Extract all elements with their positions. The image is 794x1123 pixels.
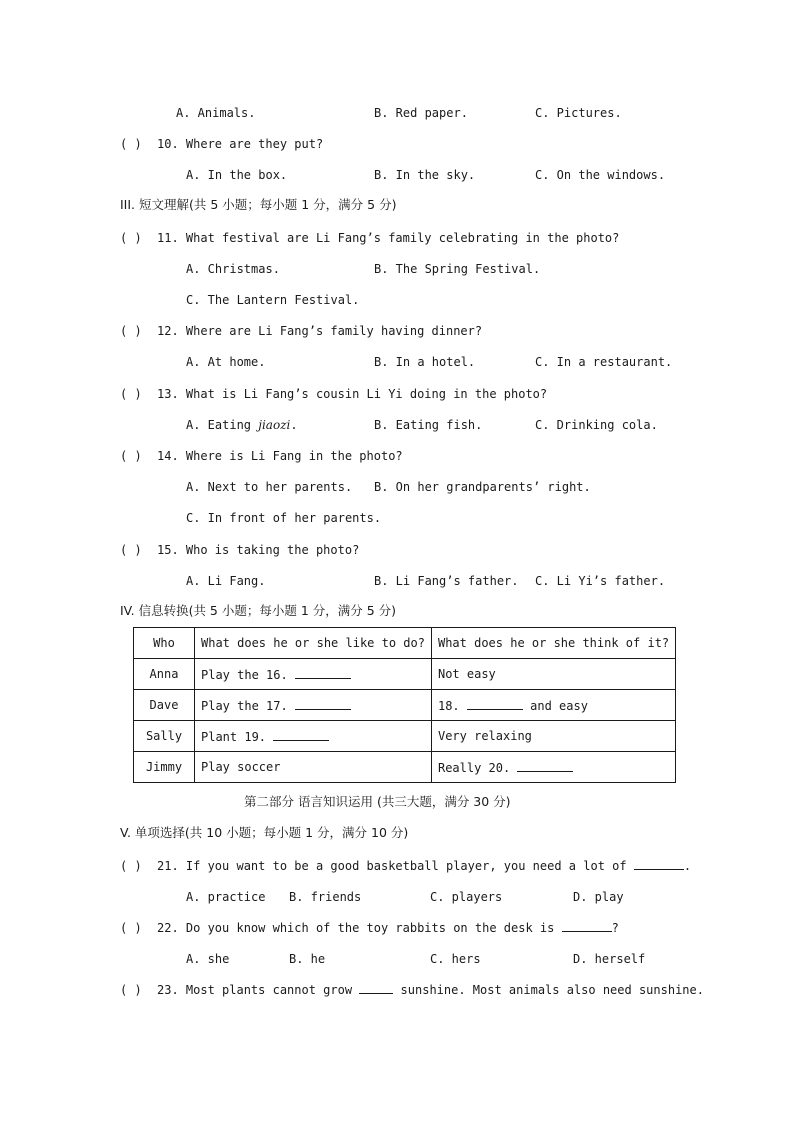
q21-option-a: A. practice: [186, 890, 266, 904]
table-header-row: [134, 628, 676, 659]
answer-blank-20[interactable]: [517, 760, 573, 772]
q13-stem: 13. What is Li Fang’s cousin Li Yi doing in the photo?: [157, 387, 548, 401]
q12-stem: 12. Where are Li Fang’s family having dinner?: [157, 324, 483, 338]
q23-stem-line: [157, 982, 704, 998]
answer-blank-19[interactable]: [273, 729, 329, 741]
answer-blank-17[interactable]: [295, 698, 351, 710]
q14-option-c: C. In front of her parents.: [186, 511, 382, 525]
part-2-title: 第二部分 语言知识运用 (共三大题，满分 30 分): [244, 794, 511, 809]
answer-blank-21[interactable]: [634, 858, 684, 870]
q21-stem-end: .: [683, 859, 692, 873]
q21-answer-paren[interactable]: ( ): [120, 859, 142, 873]
q22-answer-paren[interactable]: ( ): [120, 921, 142, 935]
table-row: [134, 752, 676, 783]
q12-option-c: C. In a restaurant.: [535, 355, 673, 369]
q14-option-b: B. On her grandparents’ right.: [374, 480, 591, 494]
q13-option-a-prefix: A. Eating: [186, 418, 259, 432]
q23-stem-a: 23. Most plants cannot grow: [157, 983, 353, 997]
q13-option-c: C. Drinking cola.: [535, 418, 658, 432]
q11-answer-paren[interactable]: ( ): [120, 231, 142, 245]
q14-stem: 14. Where is Li Fang in the photo?: [157, 449, 403, 463]
q12-option-a: A. At home.: [186, 355, 266, 369]
q22-stem-end: ?: [611, 921, 619, 935]
q22-option-b: B. he: [289, 952, 326, 966]
table-cell-like-text: Play the 17.: [201, 698, 288, 713]
q22-option-c: C. hers: [430, 952, 481, 966]
q13-option-a-suffix: .: [290, 418, 298, 432]
q22-stem: 22. Do you know which of the toy rabbits on the desk is: [157, 921, 555, 935]
q15-option-a: A. Li Fang.: [186, 574, 266, 588]
q12-answer-paren[interactable]: ( ): [120, 324, 142, 338]
table-row: [134, 721, 676, 752]
q15-option-c: C. Li Yi’s father.: [535, 574, 666, 588]
table-cell-think-suffix: and easy: [530, 698, 588, 713]
table-cell-like[interactable]: [195, 659, 432, 690]
table-row: [134, 690, 676, 721]
q21-option-d: D. play: [573, 890, 624, 904]
q11-option-b: B. The Spring Festival.: [374, 262, 541, 276]
table-header-who: Who: [134, 628, 195, 659]
table-cell-think: Not easy: [431, 659, 675, 690]
table-cell-like-text: Play the 16.: [201, 667, 288, 682]
q10-stem: 10. Where are they put?: [157, 137, 324, 151]
q14-option-a: A. Next to her parents.: [186, 480, 353, 494]
table-cell-who: Jimmy: [134, 752, 195, 783]
table-cell-who: Dave: [134, 690, 195, 721]
q9-option-a: A. Animals.: [176, 106, 256, 120]
answer-blank-23[interactable]: [359, 982, 393, 994]
q13-option-a: [186, 417, 298, 433]
q22-stem-line: [157, 920, 619, 936]
q9-option-b: B. Red paper.: [374, 106, 468, 120]
q23-stem-b: sunshine. Most animals also need sunshine.: [400, 983, 704, 997]
q10-option-b: B. In the sky.: [374, 168, 476, 182]
table-cell-who: Anna: [134, 659, 195, 690]
section-5-title: V. 单项选择(共 10 小题；每小题 1 分，满分 10 分): [120, 825, 409, 840]
section-4-title: IV. 信息转换(共 5 小题；每小题 1 分，满分 5 分): [120, 603, 397, 618]
q22-option-d: D. herself: [573, 952, 646, 966]
answer-blank-16[interactable]: [295, 667, 351, 679]
info-table: [133, 627, 676, 783]
table-cell-who: Sally: [134, 721, 195, 752]
q10-answer-paren[interactable]: ( ): [120, 137, 142, 151]
q15-answer-paren[interactable]: ( ): [120, 543, 142, 557]
q13-option-a-italic: jiaozi: [258, 418, 291, 432]
q12-option-b: B. In a hotel.: [374, 355, 476, 369]
q10-option-a: A. In the box.: [186, 168, 288, 182]
table-header-like: What does he or she like to do?: [195, 628, 432, 659]
table-cell-think: Very relaxing: [431, 721, 675, 752]
table-cell-like[interactable]: [195, 721, 432, 752]
q21-option-c: C. players: [430, 890, 503, 904]
q21-option-b: B. friends: [289, 890, 362, 904]
q22-option-a: A. she: [186, 952, 230, 966]
table-cell-think-text: Really 20.: [437, 760, 511, 775]
answer-blank-18[interactable]: [467, 698, 523, 710]
q10-option-c: C. On the windows.: [535, 168, 666, 182]
q11-option-a: A. Christmas.: [186, 262, 280, 276]
q11-option-c: C. The Lantern Festival.: [186, 293, 360, 307]
q15-stem: 15. Who is taking the photo?: [157, 543, 360, 557]
answer-blank-22[interactable]: [562, 920, 612, 932]
q11-stem: 11. What festival are Li Fang’s family celebrating in the photo?: [157, 231, 620, 245]
table-cell-like[interactable]: [195, 690, 432, 721]
table-cell-think[interactable]: [431, 690, 675, 721]
table-cell-like: Play soccer: [195, 752, 432, 783]
q13-answer-paren[interactable]: ( ): [120, 387, 142, 401]
q14-answer-paren[interactable]: ( ): [120, 449, 142, 463]
q15-option-b: B. Li Fang’s father.: [374, 574, 519, 588]
section-3-title: III. 短文理解(共 5 小题；每小题 1 分，满分 5 分): [120, 197, 397, 212]
table-cell-think[interactable]: [431, 752, 675, 783]
table-cell-like-text: Plant 19.: [201, 729, 267, 744]
table-cell-think-text: 18.: [437, 698, 460, 713]
q21-stem-line: [157, 858, 691, 874]
q21-stem: 21. If you want to be a good basketball player, you need a lot of: [157, 859, 627, 873]
q23-answer-paren[interactable]: ( ): [120, 983, 142, 997]
q9-option-c: C. Pictures.: [535, 106, 622, 120]
q13-option-b: B. Eating fish.: [374, 418, 483, 432]
table-header-think: What does he or she think of it?: [431, 628, 675, 659]
table-row: [134, 659, 676, 690]
